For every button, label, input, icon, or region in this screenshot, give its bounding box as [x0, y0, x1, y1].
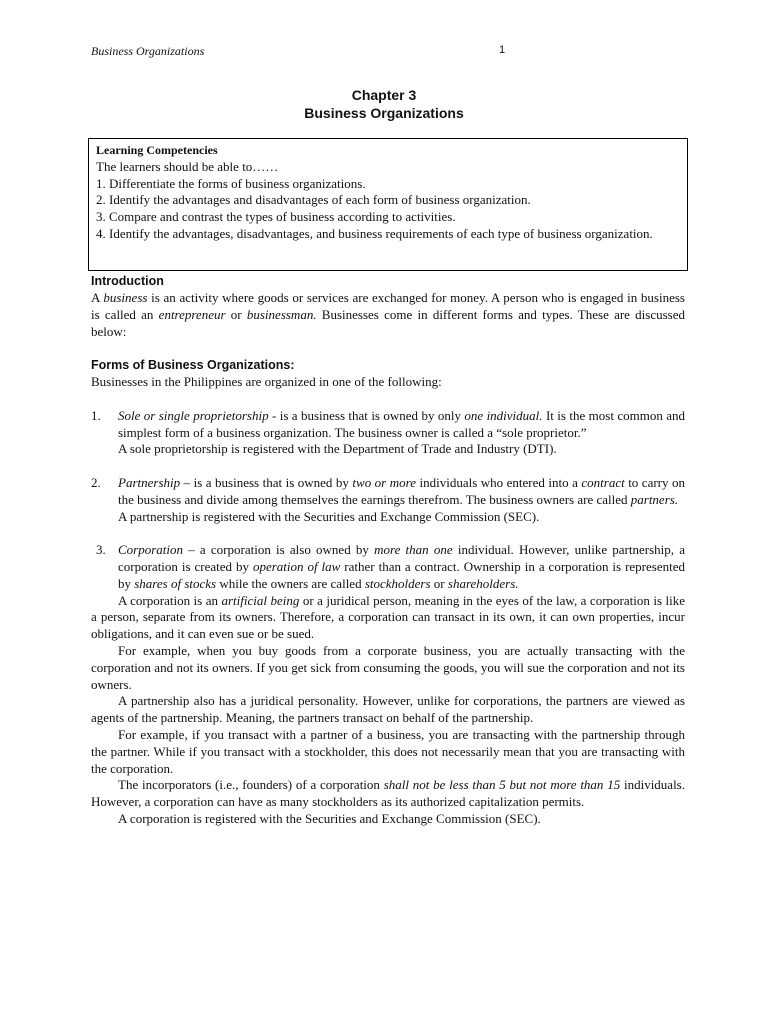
competencies-intro: The learners should be able to…… — [96, 158, 279, 174]
corporation-paragraph: For example, when you buy goods from a corporate business, you are actually transacting with the corporation and not its owners. If you get sick from consuming the goods, you will sue the corporation and not its owners. — [91, 642, 685, 692]
forms-heading: Forms of Business Organizations: — [91, 358, 295, 373]
chapter-title: Business Organizations — [304, 105, 464, 121]
corporation-paragraph: The incorporators (i.e., founders) of a corporation shall not be less than 5 but not more than 15 individuals. However, a corporation can have as many stockholders as its authorized capitalization permits. — [91, 777, 685, 810]
running-header — [91, 44, 685, 60]
competency-item: 1. Differentiate the forms of business organizations. — [96, 175, 366, 191]
header-title: Business Organizations — [91, 44, 205, 58]
competencies-title: Learning Competencies — [96, 143, 218, 157]
introduction-heading: Introduction — [91, 274, 164, 288]
list-item-corporation: 3. Corporation – a corporation is also owned by more than one individual. However, unlike partnership, a corporation is created by operation of law rather than a contract. Ownership in a corporation is represented by shares of stocks while the owners are called stockholders or shareholders. — [96, 542, 685, 591]
corporation-paragraph: For example, if you transact with a partner of a business, you are transacting with the partnership through the partner. While if you transact with a stockholder, this does not necessarily mean that you are transacting with the corporation. — [91, 726, 685, 776]
forms-lead: Businesses in the Philippines are organized in one of the following: — [91, 374, 442, 390]
competency-item: 4. Identify the advantages, disadvantages, and business requirements of each type of business organization. — [96, 225, 653, 241]
corporation-paragraph: A partnership also has a juridical personality. However, unlike for corporations, the partners are viewed as agents of the partnership. Meaning, the partners transact on behalf of the partnership. — [91, 693, 685, 726]
learning-competencies-box — [88, 138, 688, 271]
registration-note: A sole proprietorship is registered with the Department of Trade and Industry (DTI). — [118, 441, 557, 457]
main-content — [91, 273, 685, 828]
chapter-heading — [0, 86, 768, 122]
competency-item: 3. Compare and contrast the types of business according to activities. — [96, 209, 456, 225]
list-item-partnership: 2. Partnership – is a business that is owned by two or more individuals who entered into a contract to carry on the business and divide among themselves the earnings therefrom. The business owners are called partners. A partnership is registered with the Securities and Exchange Commission (SEC). — [91, 474, 685, 524]
registration-note: A partnership is registered with the Securities and Exchange Commission (SEC). — [118, 508, 540, 524]
list-item-sole-proprietorship: 1. Sole or single proprietorship - is a business that is owned by only one individual. It is the most common and simplest form of a business organization. The business owner is called a “sole proprietor.” A sole proprietorship is registered with the Department of Trade and Industry (DTI). — [91, 407, 686, 457]
registration-note: A corporation is registered with the Securities and Exchange Commission (SEC). — [118, 810, 541, 826]
page-number: 1 — [499, 44, 506, 56]
competency-item: 2. Identify the advantages and disadvantages of each form of business organization. — [96, 192, 531, 208]
corporation-paragraph: A corporation is an artificial being or a juridical person, meaning in the eyes of the law, a corporation is like a person, separate from its owners. Therefore, a corporation can transact in its own, it can own properties, incur obligations, and it can even sue or be sued. — [91, 592, 685, 642]
introduction-paragraph: A business is an activity where goods or services are exchanged for money. A person who is engaged in business is called an entrepreneur or businessman. Businesses come in different forms and types. These are discussed below: — [91, 290, 685, 339]
chapter-number: Chapter 3 — [351, 87, 417, 103]
